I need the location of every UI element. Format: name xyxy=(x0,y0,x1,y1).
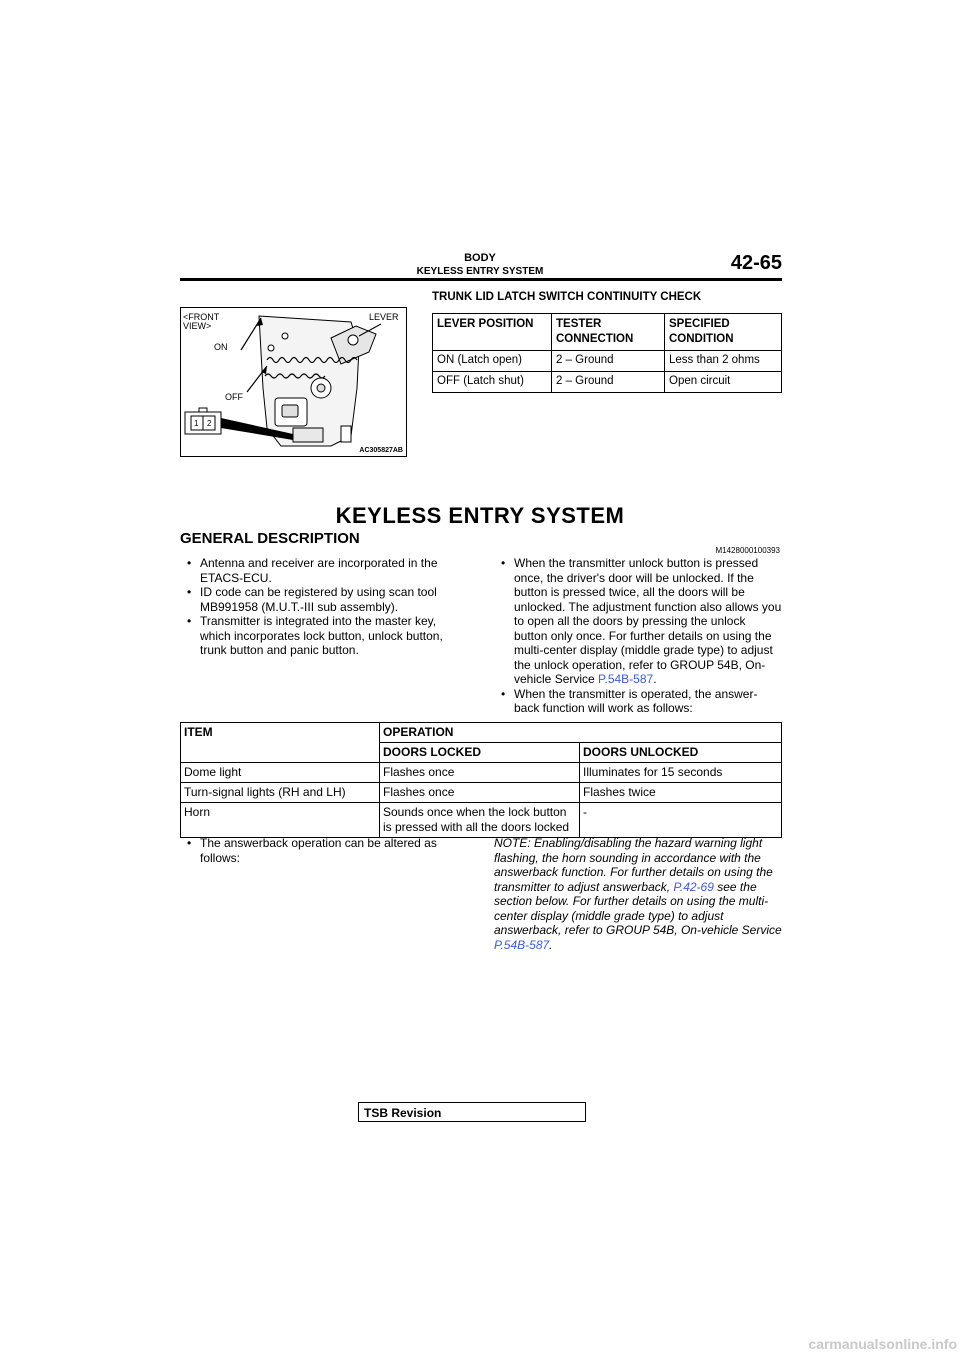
main-title: KEYLESS ENTRY SYSTEM xyxy=(335,503,625,528)
note-text-2: see the section below. For further details on using the multi-center display (middle grade type) to adjust answerback, refer to GROUP 54B, On-vehicle Service xyxy=(494,879,782,937)
table-row xyxy=(181,783,782,803)
list-item: • ID code can be registered by using scan tool MB991958 (M.U.T.-III sub assembly). xyxy=(180,585,470,614)
table-row xyxy=(433,372,782,393)
continuity-check-table xyxy=(432,313,782,393)
list-item: • When the transmitter is operated, the answer-back function will work as follows: xyxy=(494,687,782,716)
figure-code: AC305827AB xyxy=(359,447,403,454)
page-number: 42-65 xyxy=(730,252,782,274)
section-title: KEYLESS ENTRY SYSTEM xyxy=(416,266,544,277)
table-cell: Sounds once when the lock button is pressed with all the doors locked xyxy=(380,803,580,838)
table-cell: Open circuit xyxy=(665,372,782,393)
table-cell: Less than 2 ohms xyxy=(665,351,782,372)
service-link[interactable]: P.54B-587 xyxy=(598,672,654,686)
note-text-1: NOTE: Enabling/disabling the hazard warning light flashing, the horn sounding in accordance with the answerback function. For further details on using the transmitter to adjust answerback, xyxy=(494,836,773,894)
table-cell: OFF (Latch shut) xyxy=(433,372,552,393)
front-view-label-line1: <FRONT xyxy=(183,312,220,322)
table-cell: 2 – Ground xyxy=(552,351,665,372)
table-cell: Flashes once xyxy=(380,783,580,803)
left-bullet-list xyxy=(180,556,470,658)
general-description-title: GENERAL DESCRIPTION xyxy=(180,530,360,547)
list-item: • Transmitter is integrated into the master key, which incorporates lock button, unlock button, trunk button and panic button. xyxy=(180,614,470,658)
header-doors-unlocked: DOORS UNLOCKED xyxy=(580,743,782,763)
note-text-3: . xyxy=(549,937,553,952)
note-link-2[interactable]: P.54B-587 xyxy=(494,937,550,952)
table-cell: ON (Latch open) xyxy=(433,351,552,372)
header-operation: OPERATION xyxy=(380,723,782,743)
note-paragraph xyxy=(494,836,784,952)
header-specified-condition: SPECIFIED CONDITION xyxy=(665,314,782,351)
on-label: ON xyxy=(214,342,228,352)
connector-pin-1: 1 xyxy=(194,419,199,428)
right-bullet-list xyxy=(494,556,782,716)
header-lever-position: LEVER POSITION xyxy=(433,314,552,351)
unlock-description: When the transmitter unlock button is pressed once, the driver's door will be unlocked. If the button is pressed twice, all the doors will be unlocked. The adjustment function also allows you to open all the doors by pressing the unlock button only once. For further details on using the multi-center display (middle grade type) to adjust the unlock operation, refer to GROUP 54B, On-vehicle Service xyxy=(514,556,782,686)
table-cell: Illuminates for 15 seconds xyxy=(580,763,782,783)
list-item: • The answerback operation can be altered as follows: xyxy=(180,836,470,865)
table-cell: - xyxy=(580,803,782,838)
latch-illustration xyxy=(180,307,407,457)
off-label: OFF xyxy=(225,392,243,402)
table-cell: Flashes twice xyxy=(580,783,782,803)
period: . xyxy=(653,672,657,686)
header-rule xyxy=(180,278,782,281)
table-header-row xyxy=(181,723,782,743)
list-item: • Antenna and receiver are incorporated in the ETACS-ECU. xyxy=(180,556,470,585)
header-tester-connection: TESTER CONNECTION xyxy=(552,314,665,351)
table-cell: Flashes once xyxy=(380,763,580,783)
tsb-revision-box: TSB Revision xyxy=(358,1102,586,1122)
table-row xyxy=(181,803,782,838)
watermark: carmanualsonline.info xyxy=(808,1336,957,1352)
table-cell: Horn xyxy=(181,803,380,838)
table-cell: Turn-signal lights (RH and LH) xyxy=(181,783,380,803)
connector-pin-2: 2 xyxy=(207,419,212,428)
continuity-check-title: TRUNK LID LATCH SWITCH CONTINUITY CHECK xyxy=(432,291,702,303)
header-item: ITEM xyxy=(181,723,380,763)
answerback-bullet-list xyxy=(180,836,470,865)
latch-drawing xyxy=(181,308,406,456)
table-cell: Dome light xyxy=(181,763,380,783)
answerback-operation-table xyxy=(180,722,782,838)
chapter-title: BODY xyxy=(464,252,496,264)
lever-label: LEVER xyxy=(369,312,399,322)
document-code: M1428000100393 xyxy=(715,546,780,555)
list-item xyxy=(494,556,782,687)
table-row xyxy=(181,763,782,783)
header-doors-locked: DOORS LOCKED xyxy=(380,743,580,763)
table-row xyxy=(433,351,782,372)
note-link-1[interactable]: P.42-69 xyxy=(673,879,714,894)
front-view-label-line2: VIEW> xyxy=(183,321,212,331)
table-cell: 2 – Ground xyxy=(552,372,665,393)
table-header-row xyxy=(433,314,782,351)
